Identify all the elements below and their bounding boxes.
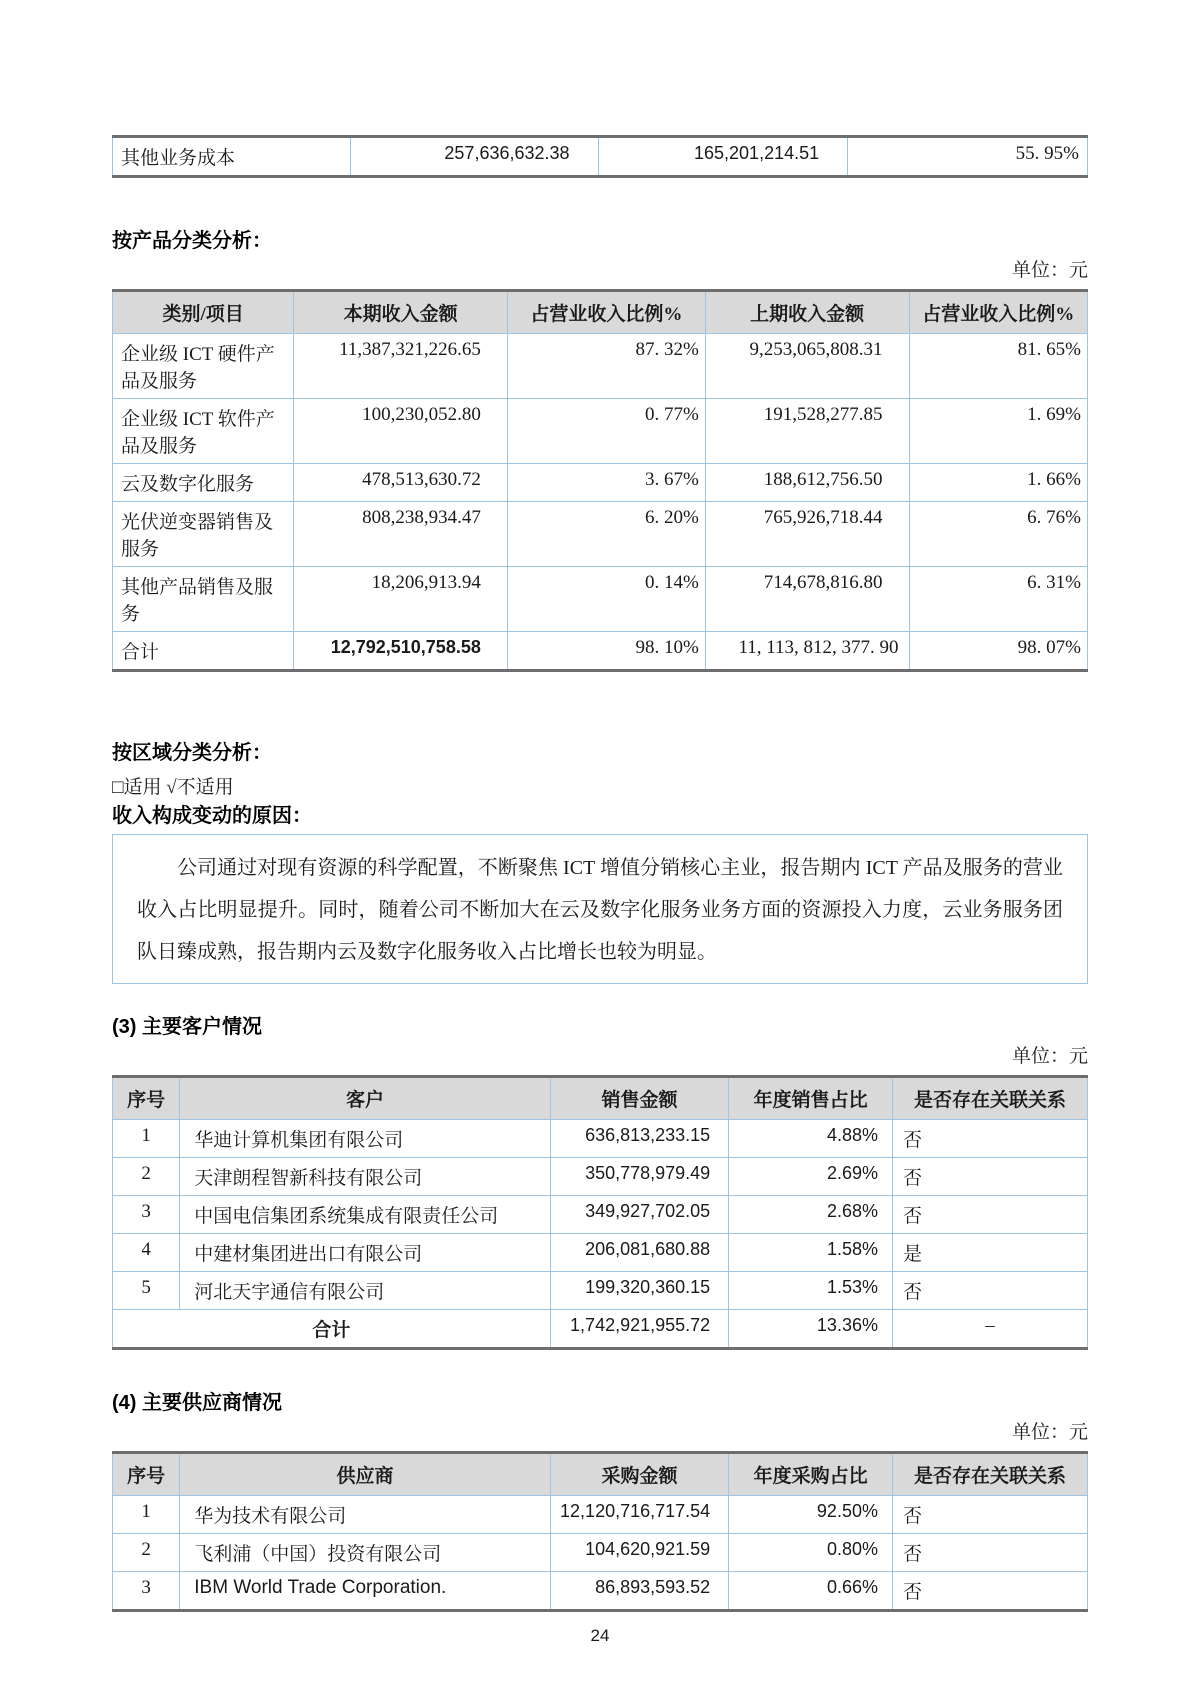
current-ratio-cell: 87. 32% <box>507 334 705 399</box>
table-row <box>113 464 1088 502</box>
customer-name-cell: 中建材集团进出口有限公司 <box>180 1234 551 1272</box>
supplier-name-cell: 飞利浦（中国）投资有限公司 <box>180 1534 551 1572</box>
col-header: 销售金额 <box>550 1077 728 1120</box>
purchase-ratio-cell: 0.80% <box>729 1534 893 1572</box>
table-row <box>113 1120 1088 1158</box>
sales-amount-cell: 199,320,360.15 <box>550 1272 728 1310</box>
relation-cell: 否 <box>892 1120 1087 1158</box>
total-label-cell: 合计 <box>113 1310 551 1349</box>
index-cell: 4 <box>113 1234 180 1272</box>
table-row <box>113 1234 1088 1272</box>
col-header: 客户 <box>180 1077 551 1120</box>
table-row <box>113 334 1088 399</box>
index-cell: 3 <box>113 1196 180 1234</box>
total-current-ratio-cell: 98. 10% <box>507 632 705 671</box>
col-header: 年度销售占比 <box>729 1077 893 1120</box>
table-header-row <box>113 291 1088 334</box>
col-header: 类别/项目 <box>113 291 294 334</box>
relation-cell: 否 <box>892 1534 1087 1572</box>
current-ratio-cell: 3. 67% <box>507 464 705 502</box>
carryover-table <box>112 135 1088 178</box>
col-header: 采购金额 <box>550 1453 728 1496</box>
col-header: 本期收入金额 <box>294 291 508 334</box>
supplier-section-heading: (4) 主要供应商情况 <box>112 1392 282 1414</box>
purchase-ratio-cell: 92.50% <box>729 1496 893 1534</box>
purchase-amount-cell: 104,620,921.59 <box>550 1534 728 1572</box>
purchase-amount-cell: 12,120,716,717.54 <box>550 1496 728 1534</box>
product-table <box>112 289 1088 672</box>
customer-section-heading: (3) 主要客户情况 <box>112 1016 262 1038</box>
category-cell: 光伏逆变器销售及服务 <box>113 502 294 567</box>
current-amount-cell: 18,206,913.94 <box>294 567 508 632</box>
index-cell: 1 <box>113 1120 180 1158</box>
current-ratio-cell: 0. 77% <box>507 399 705 464</box>
customer-name-cell: 河北天宇通信有限公司 <box>180 1272 551 1310</box>
category-cell: 其他产品销售及服务 <box>113 567 294 632</box>
supplier-name-cell: 华为技术有限公司 <box>180 1496 551 1534</box>
total-current-amount-cell: 12,792,510,758.58 <box>294 632 508 671</box>
total-ratio-cell: 13.36% <box>729 1310 893 1349</box>
index-cell: 1 <box>113 1496 180 1534</box>
col-header: 是否存在关联关系 <box>892 1077 1087 1120</box>
current-ratio-cell: 6. 20% <box>507 502 705 567</box>
applicability-line: □适用 √不适用 <box>112 777 234 798</box>
relation-cell: 否 <box>892 1158 1087 1196</box>
col-header: 供应商 <box>180 1453 551 1496</box>
previous-amount-cell: 714,678,816.80 <box>705 567 909 632</box>
previous-ratio-cell: 1. 69% <box>909 399 1087 464</box>
previous-ratio-cell: 6. 76% <box>909 502 1087 567</box>
category-cell: 云及数字化服务 <box>113 464 294 502</box>
table-row <box>113 137 1088 177</box>
table-row <box>113 399 1088 464</box>
total-relation-cell: – <box>892 1310 1087 1349</box>
previous-amount-cell: 191,528,277.85 <box>705 399 909 464</box>
carryover-current-cell: 257,636,632.38 <box>350 137 598 177</box>
previous-ratio-cell: 1. 66% <box>909 464 1087 502</box>
table-total-row <box>113 632 1088 671</box>
previous-ratio-cell: 81. 65% <box>909 334 1087 399</box>
supplier-name-cell: IBM World Trade Corporation. <box>180 1572 551 1611</box>
page-number: 24 <box>590 1626 610 1645</box>
relation-cell: 否 <box>892 1196 1087 1234</box>
unit-label: 单位：元 <box>1011 1046 1088 1067</box>
sales-amount-cell: 349,927,702.05 <box>550 1196 728 1234</box>
current-amount-cell: 478,513,630.72 <box>294 464 508 502</box>
col-header: 上期收入金额 <box>705 291 909 334</box>
purchase-amount-cell: 86,893,593.52 <box>550 1572 728 1611</box>
sales-amount-cell: 206,081,680.88 <box>550 1234 728 1272</box>
index-cell: 2 <box>113 1534 180 1572</box>
category-cell: 企业级 ICT 软件产品及服务 <box>113 399 294 464</box>
reason-box <box>112 834 1088 984</box>
previous-amount-cell: 9,253,065,808.31 <box>705 334 909 399</box>
index-cell: 3 <box>113 1572 180 1611</box>
previous-ratio-cell: 6. 31% <box>909 567 1087 632</box>
total-previous-amount-cell: 11, 113, 812, 377. 90 <box>705 632 909 671</box>
col-header: 序号 <box>113 1453 180 1496</box>
sales-amount-cell: 350,778,979.49 <box>550 1158 728 1196</box>
product-analysis-heading: 按产品分类分析： <box>112 230 272 252</box>
total-amount-cell: 1,742,921,955.72 <box>550 1310 728 1349</box>
carryover-previous-cell: 165,201,214.51 <box>598 137 848 177</box>
sales-ratio-cell: 4.88% <box>729 1120 893 1158</box>
col-header: 年度采购占比 <box>729 1453 893 1496</box>
sales-amount-cell: 636,813,233.15 <box>550 1120 728 1158</box>
index-cell: 2 <box>113 1158 180 1196</box>
current-ratio-cell: 0. 14% <box>507 567 705 632</box>
sales-ratio-cell: 1.53% <box>729 1272 893 1310</box>
table-row <box>113 1496 1088 1534</box>
category-cell: 企业级 ICT 硬件产品及服务 <box>113 334 294 399</box>
customer-table <box>112 1075 1088 1350</box>
table-row <box>113 1534 1088 1572</box>
previous-amount-cell: 188,612,756.50 <box>705 464 909 502</box>
carryover-ratio-cell: 55. 95% <box>848 137 1088 177</box>
reason-heading: 收入构成变动的原因： <box>112 805 312 827</box>
purchase-ratio-cell: 0.66% <box>729 1572 893 1611</box>
table-row <box>113 1158 1088 1196</box>
col-header: 是否存在关联关系 <box>892 1453 1087 1496</box>
reason-text: 公司通过对现有资源的科学配置，不断聚焦 ICT 增值分销核心主业，报告期内 ICT 产品及服务的营业收入占比明显提升。同时，随着公司不断加大在云及数字化服务业务方面的资源投入力度，云业务服务团队日臻成熟，报告期内云及数字化服务收入占比增长也较为明显。 <box>137 857 1063 963</box>
index-cell: 5 <box>113 1272 180 1310</box>
customer-name-cell: 中国电信集团系统集成有限责任公司 <box>180 1196 551 1234</box>
total-label-cell: 合计 <box>113 632 294 671</box>
customer-name-cell: 天津朗程智新科技有限公司 <box>180 1158 551 1196</box>
sales-ratio-cell: 2.69% <box>729 1158 893 1196</box>
table-row <box>113 1272 1088 1310</box>
page-content <box>112 0 1088 1646</box>
relation-cell: 否 <box>892 1572 1087 1611</box>
relation-cell: 是 <box>892 1234 1087 1272</box>
col-header: 占营业收入比例% <box>909 291 1087 334</box>
current-amount-cell: 100,230,052.80 <box>294 399 508 464</box>
table-total-row <box>113 1310 1088 1349</box>
unit-label: 单位：元 <box>1011 260 1088 281</box>
previous-amount-cell: 765,926,718.44 <box>705 502 909 567</box>
total-previous-ratio-cell: 98. 07% <box>909 632 1087 671</box>
table-row <box>113 567 1088 632</box>
table-row <box>113 1572 1088 1611</box>
carryover-label-cell: 其他业务成本 <box>113 137 351 177</box>
carryover-table-section <box>112 0 1088 178</box>
region-analysis-heading: 按区域分类分析： <box>112 742 272 764</box>
table-header-row <box>113 1453 1088 1496</box>
supplier-table <box>112 1451 1088 1612</box>
col-header: 序号 <box>113 1077 180 1120</box>
sales-ratio-cell: 1.58% <box>729 1234 893 1272</box>
table-row <box>113 502 1088 567</box>
col-header: 占营业收入比例% <box>507 291 705 334</box>
unit-label: 单位：元 <box>1011 1422 1088 1443</box>
table-row <box>113 1196 1088 1234</box>
table-header-row <box>113 1077 1088 1120</box>
current-amount-cell: 11,387,321,226.65 <box>294 334 508 399</box>
customer-name-cell: 华迪计算机集团有限公司 <box>180 1120 551 1158</box>
sales-ratio-cell: 2.68% <box>729 1196 893 1234</box>
current-amount-cell: 808,238,934.47 <box>294 502 508 567</box>
relation-cell: 否 <box>892 1496 1087 1534</box>
relation-cell: 否 <box>892 1272 1087 1310</box>
